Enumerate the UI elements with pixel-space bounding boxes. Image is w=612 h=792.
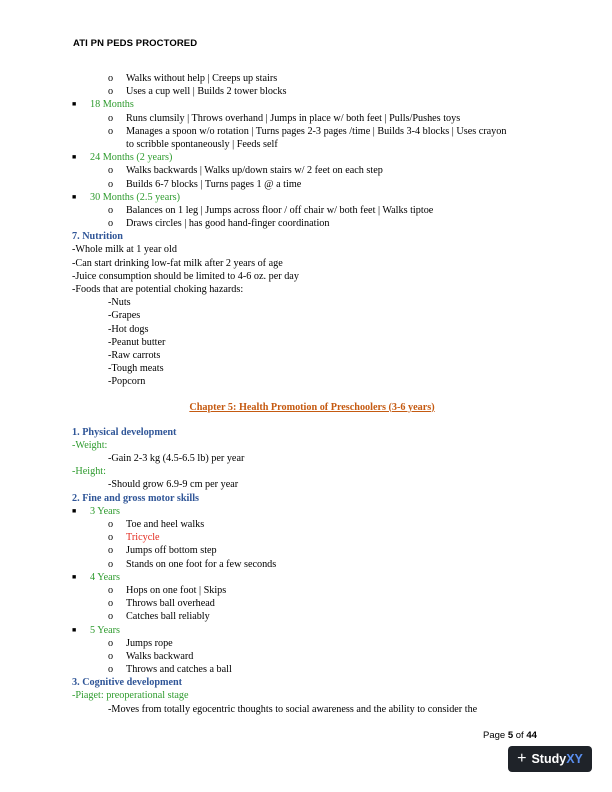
circle-bullet-icon: o — [108, 598, 114, 610]
subsection-label: -Piaget: preoperational stage — [72, 690, 189, 702]
sub-bullet-item — [72, 164, 552, 177]
top-section — [72, 72, 552, 389]
bullet-text: Hops on one foot | Skips — [126, 584, 227, 596]
circle-bullet-icon: o — [108, 165, 114, 177]
sub-bullet-item — [72, 584, 552, 597]
age-bullet-item — [72, 98, 552, 111]
document-header: ATI PN PEDS PROCTORED — [73, 38, 198, 49]
age-bullet-item — [72, 624, 552, 637]
sub-bullet-item — [72, 85, 552, 98]
section-heading: 2. Fine and gross motor skills — [72, 492, 199, 504]
sub-bullet-item — [72, 204, 552, 217]
bullet-text: Walks backwards | Walks up/down stairs w/ 2 feet on each step — [126, 165, 383, 177]
sub-bullet-item — [72, 637, 552, 650]
sub-bullet-item — [72, 125, 552, 138]
circle-bullet-icon: o — [108, 584, 114, 596]
page-content — [72, 72, 552, 716]
indented-text: -Hot dogs — [108, 323, 149, 335]
age-label: 18 Months — [90, 99, 134, 111]
circle-bullet-icon: o — [108, 664, 114, 676]
bullet-text: Throws and catches a ball — [126, 664, 232, 676]
age-bullet-item — [72, 151, 552, 164]
bullet-text: Balances on 1 leg | Jumps across floor / off chair w/ both feet | Walks tiptoe — [126, 204, 434, 216]
chapter-title: Chapter 5: Health Promotion of Preschoolers (3-6 years) — [189, 401, 435, 413]
section-heading: 3. Cognitive development — [72, 677, 183, 689]
indented-text: -Peanut butter — [108, 336, 166, 348]
subsection-label: -Height: — [72, 466, 106, 478]
circle-bullet-icon: o — [108, 650, 114, 662]
bullet-text: Builds 6-7 blocks | Turns pages 1 @ a time — [126, 178, 302, 190]
bullet-text: Jumps rope — [126, 637, 173, 649]
sub-bullet-item — [72, 72, 552, 85]
footer-total-pages: 44 — [526, 730, 537, 741]
bullet-text: Jumps off bottom step — [126, 545, 217, 557]
page-footer — [483, 730, 537, 741]
circle-bullet-icon: o — [108, 86, 114, 98]
bullet-text: Manages a spoon w/o rotation | Turns pages 2-3 pages /time | Builds 3-4 blocks | Uses crayon — [126, 125, 507, 137]
square-bullet-icon: ■ — [72, 192, 77, 201]
circle-bullet-icon: o — [108, 532, 114, 544]
sub-bullet-item — [72, 663, 552, 676]
indented-text: -Popcorn — [108, 376, 146, 388]
sub-bullet-item — [72, 544, 552, 557]
age-bullet-item — [72, 571, 552, 584]
footer-of: of — [513, 730, 527, 741]
body-text: -Juice consumption should be limited to 4-6 oz. per day — [72, 270, 299, 282]
body-text: -Foods that are potential choking hazards: — [72, 284, 244, 295]
age-label: 4 Years — [90, 571, 120, 583]
circle-bullet-icon: o — [108, 545, 114, 557]
indented-text: -Nuts — [108, 297, 131, 309]
bullet-text: Throws ball overhead — [126, 598, 215, 610]
square-bullet-icon: ■ — [72, 625, 77, 634]
sub-bullet-item — [72, 531, 552, 544]
indented-text: -Gain 2-3 kg (4.5-6.5 lb) per year — [108, 453, 245, 465]
square-bullet-icon: ■ — [72, 100, 77, 109]
footer-prefix: Page — [483, 730, 508, 741]
sub-bullet-item — [72, 650, 552, 663]
circle-bullet-icon: o — [108, 611, 114, 623]
indented-text: -Should grow 6.9-9 cm per year — [108, 479, 239, 491]
square-bullet-icon: ■ — [72, 153, 77, 162]
age-bullet-item — [72, 191, 552, 204]
sub-bullet-item — [72, 558, 552, 571]
age-label: 5 Years — [90, 624, 120, 636]
bullet-text: Runs clumsily | Throws overhand | Jumps in place w/ both feet | Pulls/Pushes toys — [126, 112, 461, 124]
bullet-text: Stands on one foot for a few seconds — [126, 558, 277, 570]
circle-bullet-icon: o — [108, 558, 114, 570]
bullet-text: Catches ball reliably — [126, 611, 210, 623]
age-bullet-item — [72, 505, 552, 518]
body-text: -Whole milk at 1 year old — [72, 244, 177, 256]
footer-page-number: 5 — [507, 730, 514, 741]
section-heading: 1. Physical development — [72, 426, 177, 438]
plus-icon: + — [517, 750, 527, 767]
bullet-continuation: to scribble spontaneously | Feeds self — [126, 138, 278, 150]
circle-bullet-icon: o — [108, 204, 114, 216]
circle-bullet-icon: o — [108, 637, 114, 649]
sub-bullet-item — [72, 112, 552, 125]
square-bullet-icon: ■ — [72, 572, 77, 581]
section-heading: 7. Nutrition — [72, 231, 123, 243]
circle-bullet-icon: o — [108, 73, 114, 84]
bullet-text: Walks backward — [126, 650, 194, 662]
logo-text: Study — [531, 752, 567, 766]
bullet-text: Draws circles | has good hand-finger coordination — [126, 218, 330, 230]
age-label: 24 Months (2 years) — [90, 152, 173, 164]
circle-bullet-icon: o — [108, 112, 114, 124]
circle-bullet-icon: o — [108, 218, 114, 230]
circle-bullet-icon: o — [108, 125, 114, 137]
square-bullet-icon: ■ — [72, 506, 77, 515]
circle-bullet-icon: o — [108, 178, 114, 190]
bullet-text: Uses a cup well | Builds 2 tower blocks — [126, 86, 287, 98]
bottom-section — [72, 426, 552, 716]
subsection-label: -Weight: — [72, 439, 108, 451]
studyxy-logo[interactable] — [508, 746, 592, 772]
age-label: 30 Months (2.5 years) — [90, 191, 180, 203]
circle-bullet-icon: o — [108, 519, 114, 530]
sub-bullet-item — [72, 518, 552, 531]
bullet-text: Walks without help | Creeps up stairs — [126, 73, 278, 84]
indented-text: -Moves from totally egocentric thoughts to social awareness and the ability to consider the — [108, 703, 478, 715]
body-text: -Can start drinking low-fat milk after 2 years of age — [72, 257, 283, 269]
age-label: 3 Years — [90, 505, 120, 517]
indented-text: -Raw carrots — [108, 349, 161, 361]
bullet-text: Toe and heel walks — [126, 519, 205, 530]
sub-bullet-item — [72, 178, 552, 191]
indented-text: -Tough meats — [108, 363, 164, 375]
sub-bullet-item — [72, 217, 552, 230]
sub-bullet-item — [72, 597, 552, 610]
sub-bullet-item — [72, 610, 552, 623]
logo-accent: XY — [566, 752, 583, 766]
bullet-text: Tricycle — [126, 532, 160, 544]
indented-text: -Grapes — [108, 310, 141, 322]
